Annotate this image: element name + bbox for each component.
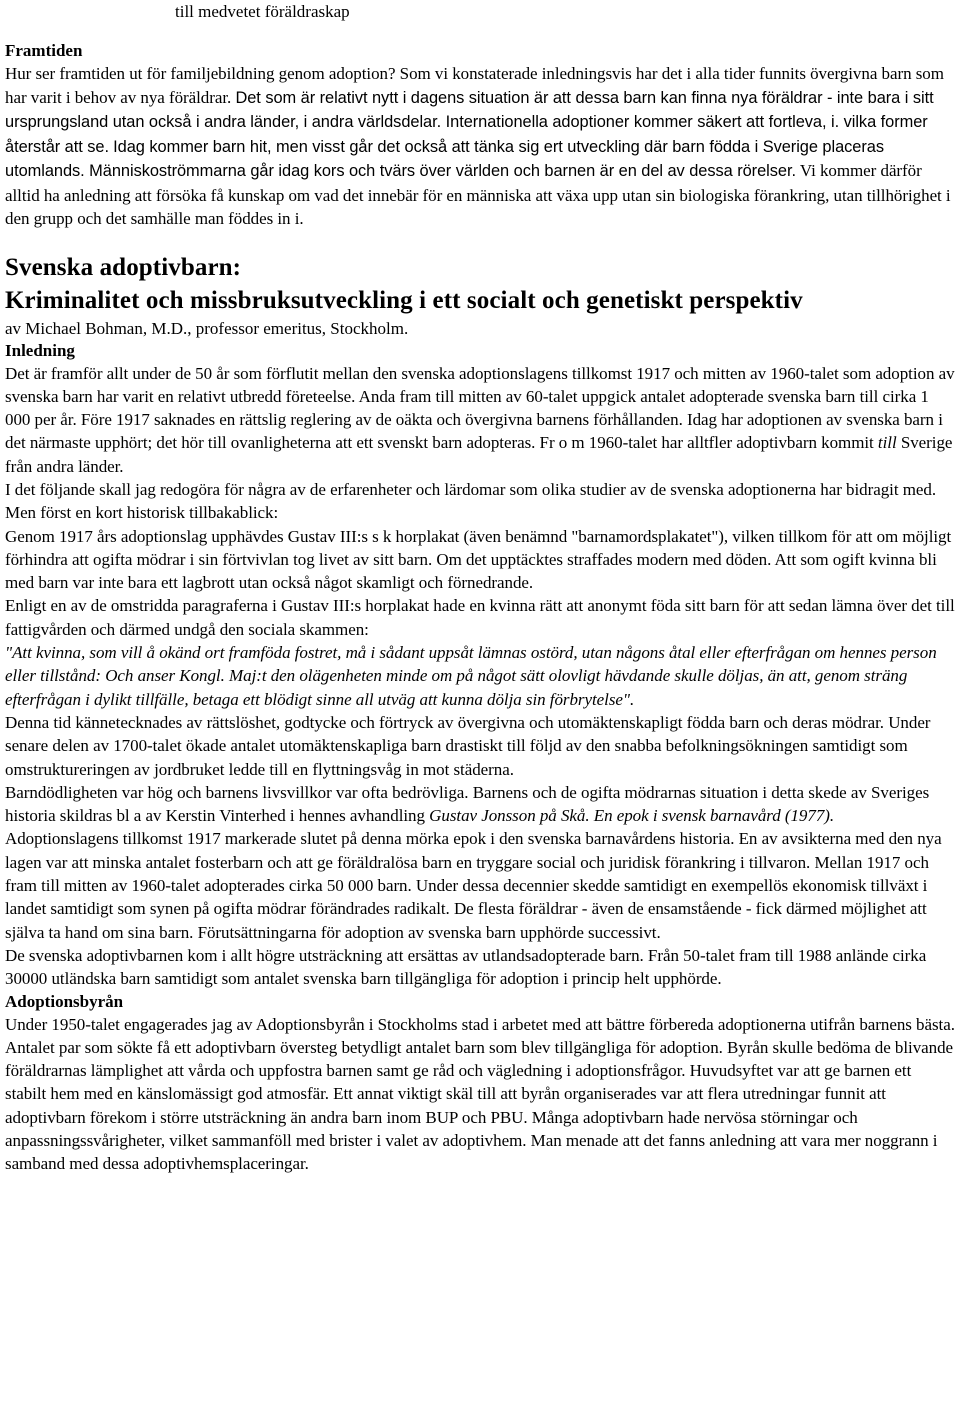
article-byline: av Michael Bohman, M.D., professor emeritus, Stockholm. <box>5 318 409 338</box>
framtiden-text-1: Hur ser framtiden ut för familjebildning genom adoption? Som vi konstaterade inledningsvis har det i alla tider funnits övergivna barn som har varit i behov av nya föräldrar. <box>5 64 944 107</box>
framtiden-text-4: Vi kommer därför alltid ha anledning att försöka få kunskap om vad det innebär för en människa att växa upp utan sin biologiska förankring, utan tillhörighet i den grupp och det samhälle man föddes in i. <box>5 161 951 228</box>
article-title: Svenska adoptivbarn: <box>5 253 242 281</box>
framtiden-text-2: Det som är relativt nytt i dagens situation är att dessa barn kan finna nya föräldrar - inte bara i sitt ursprungsland utan också i andra länder, i andra världsdelar. Internationella adoptioner kommer säkert att fortleva, i. vilka former återstår att se. <box>5 88 934 156</box>
framtiden-text-3: Idag kommer barn hit, men visst går det också att tänka sig ert utveckling där barn födda i Sverige placeras utomlands. Människoströmmarna går idag kors och tvärs över världen och barnen är en del av dessa rörelser. <box>5 137 884 180</box>
barndodlighet-paragraph <box>5 781 955 828</box>
inledning-italic: till <box>877 433 897 453</box>
inledning-text-1: Det är framför allt under de 50 år som förflutit mellan den svenska adoptionslagens tillkomst 1917 och mitten av 1960-talet som adoption av svenska barn har varit en relativt utbredd företeelse. Anda fram till mitten av 60-talet uppgick antalet adopterade svenska barn till cirka 1 000 per år. Före 1917 saknades en rättslig reglering av de oäkta och övergivna barnens förhållanden. Idag har adoptionen av svenska barn i det närmaste upphört; det hör till ovanligheterna att ett svenskt barn adopteras. Fr o m 1960-talet har alltfler adoptivbarn kommit <box>5 363 955 453</box>
barndodlighet-text: Barndödligheten var hög och barnens livsvillkor var ofta bedrövliga. Barnens och de ogifta mödrarnas situation i detta skede av Sveriges historia skildras bl a av Kerstin Vinterhed i hennes avhandling <box>5 782 930 826</box>
enligt-paragraph: Enligt en av de omstridda paragraferna i Gustav III:s horplakat hade en kvinna rätt att anonymt föda sitt barn för att sedan lämna över det till fattigvården och därmed undgå den sociala skammen: <box>5 596 955 639</box>
de-svenska-paragraph: De svenska adoptivbarnen kom i allt högre utsträckning att ersättas av utlandsadopterade barn. Från 50-talet fram till 1988 anlände cirka 30000 utländska barn samtidigt som antalet svenska barn tillgängliga för adoption i princip helt upphörde. <box>5 945 927 989</box>
adoptionslagens-paragraph: Adoptionslagens tillkomst 1917 markerade slutet på denna mörka epok i den svenska barnavårdens historia. En av avsikterna med den nya lagen var att minska antalet fosterbarn och att ge föräldralösa barn en tryggare social och juridisk förankring i tillvaron. Mellan 1917 och fram till mitten av 1960-talet adopterades cirka 50 000 barn. Under dessa decennier skedde samtidigt en exempellös ekonomisk tillväxt i landet samtidigt som synen på ogifta mödrar förändrades radikalt. De flesta föräldrar - även de ensamstående - fick därmed möjlighet att själva ta hand om sina barn. Förutsättningarna för adoption av svenska barn upphörde successivt. <box>5 829 942 942</box>
article-subtitle: Kriminalitet och missbruksutveckling i ett socialt och genetiskt perspektiv <box>5 286 803 314</box>
genom-paragraph: Genom 1917 års adoptionslag upphävdes Gustav III:s s k horplakat (även benämnd "barnamordsplakatet"), vilken tillkom för att om möjligt förhindra att ogifta mödrar i sin förtvivlan tog livet av sitt barn. Om det upptäcktes straffades modern med döden. Att som ogift kvinna bli med barn var inte bara ett lagbrott utan också något skamligt och förnedrande. <box>5 526 952 593</box>
inledning-paragraph <box>5 362 955 478</box>
framtiden-paragraph <box>5 62 955 231</box>
framtiden-heading: Framtiden <box>5 41 83 60</box>
barndodlighet-italic: Gustav Jonsson på Skå. En epok i svensk barnavård (1977). <box>429 806 835 826</box>
denna-paragraph: Denna tid kännetecknades av rättslöshet, godtycke och förtryck av övergivna och utomäktenskapligt födda barn och deras mödrar. Under senare delen av 1700-talet ökade antalet utomäktenskapliga barn drastiskt till följd av den snabba befolkningsökningen samtidigt som omstruktureringen av jordbruket ledde till en flyttningsvåg in mot städerna. <box>5 712 931 779</box>
men-forst-paragraph: Men först en kort historisk tillbakablick: <box>5 503 279 523</box>
previous-section-tail: till medvetet föräldraskap <box>175 2 350 21</box>
inledning-heading: Inledning <box>5 340 75 360</box>
inledning-text-2: Sverige från andra länder. <box>5 433 953 476</box>
foljande-paragraph: I det följande skall jag redogöra för några av de erfarenheter och lärdomar som olika studier av de svenska adoptionerna har bidragit med. <box>5 479 937 499</box>
horplakat-quote: "Att kvinna, som vill å okänd ort framföda fostret, må i sådant uppsåt lämnas ostörd, utan någons åtal eller efterfrågan om hennes person eller tillstånd: Och anser Kongl. Maj:t den olägenheten minde om på något sätt olovligt hävdande skulle döljas, än att, genom sträng efterfrågan i dylikt tillfälle, betaga ett blödigt sinne all utväg att kunna dölja sin förbrytelse". <box>5 643 937 709</box>
adoptionsbyran-heading: Adoptionsbyrån <box>5 991 124 1011</box>
adoptionsbyran-paragraph: Under 1950-talet engagerades jag av Adoptionsbyrån i Stockholms stad i arbetet med att bättre förbereda adoptionerna utifrån barnens bästa. Antalet par som sökte få ett adoptivbarn översteg betydligt antalet barn som blev tillgängliga för adoption. Byrån skulle bedöma de blivande föräldrarnas lämplighet att vårda och uppfostra barnen samt ge råd och vägledning i adoptionsfrågor. Huvudsyftet var att ge barnen ett stabilt hem med en känslomässigt god atmosfär. Ett annat viktigt skäl till att byrån organiserades var att flera utredningar funnit att adoptivbarn förekom i större utsträckning än andra barn inom BUP och PBU. Många adoptivbarn hade nervösa störningar och anpassningssvårigheter, vilket sammanföll med brister i valet av adoptivhem. Man menade att det fanns anledning att vara mer noggrann i samband med dessa adoptivhemsplaceringar. <box>5 1014 955 1174</box>
